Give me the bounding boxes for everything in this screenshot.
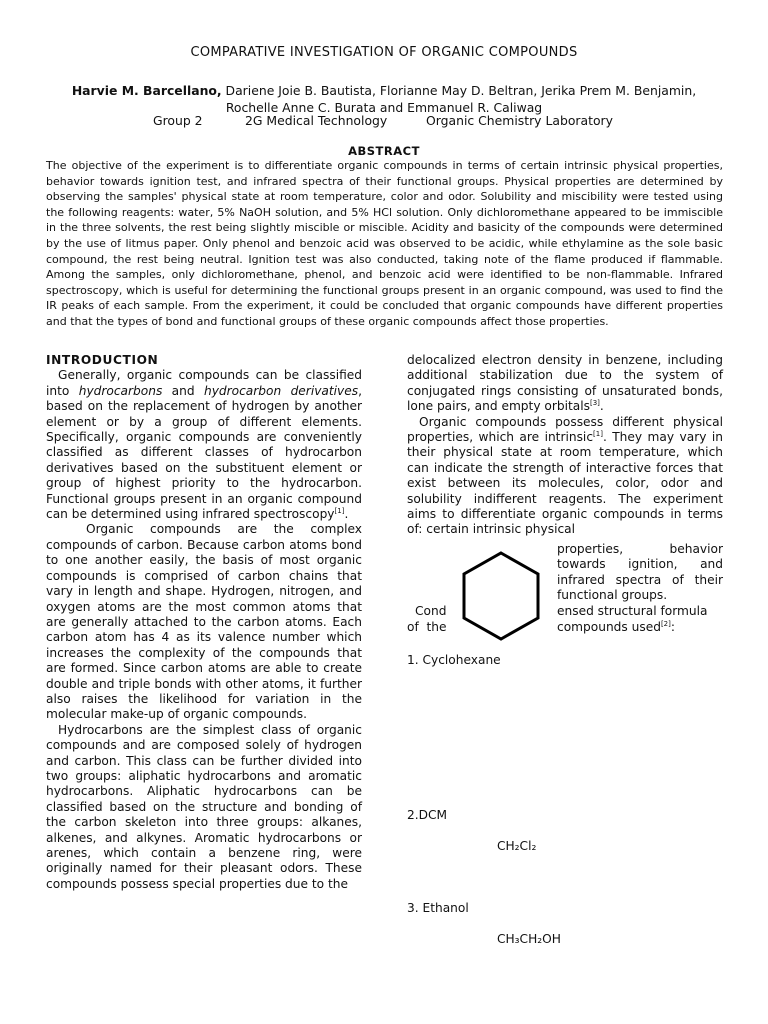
introduction-heading: INTRODUCTION bbox=[46, 353, 159, 367]
program-label: 2G Medical Technology bbox=[245, 113, 388, 128]
abstract-heading: ABSTRACT bbox=[348, 144, 420, 158]
abstract-text: The objective of the experiment is to differentiate organic compounds in terms of certain intrinsic physical properties, behavior towards ignition test, and infrared spectra of their functional groups. Physical properties are determined by observing the samples' physical state at room temperature, color and odor. Solubility and miscibility were tested using the following reagents: water, 5% NaOH solution, and 5% HCl solution. Only dichloromethane appeared to be immiscible in the three solvents, the rest being slightly miscible or miscible. Acidity and basicity of the compounds were determined by the use of litmus paper. Only phenol and benzoic acid was observed to be acidic, while ethylamine as the sole basic compound, the rest being neutral. Ignition test was also conducted, taking note of the flame produced if flammable. Among the samples, only dichloromethane, phenol, and benzoic acid were identified to be non-flammable. Infrared spectroscopy, which is useful for determining the functional groups present in an organic compound, was used to find the IR peaks of each sample. From the experiment, it could be concluded that organic compounds have different properties and that the types of bond and functional groups of these organic compounds affect those properties. bbox=[46, 159, 723, 328]
intro-paragraph-1: Generally, organic compounds can be classified into hydrocarbons and hydrocarbon derivatives, based on the replacement of hydrogen by another element or by a group of different elements. Specifically, organic compounds are conveniently classified as different classes of hydrocarbon derivatives based on the substituent element or group of highest priority to the hydrocarbon. Functional groups present in an organic compound can be determined using infrared spectroscopy[1]. bbox=[46, 368, 362, 522]
condensed-word-end: ensed structural formula bbox=[557, 604, 708, 618]
compound-item-ethanol: 3. Ethanol bbox=[407, 901, 469, 915]
right-column bbox=[407, 353, 723, 538]
lead-author: Harvie M. Barcellano, bbox=[71, 83, 222, 98]
paper-title: COMPARATIVE INVESTIGATION OF ORGANIC COMPOUNDS bbox=[190, 45, 578, 60]
right-paragraph-1: delocalized electron density in benzene, including additional stabilization due to the system of conjugated rings consisting of unsaturated bonds, lone pairs, and empty orbitals[3]. bbox=[407, 353, 723, 414]
condensed-word-start: Cond bbox=[415, 604, 447, 618]
co-authors-line1: Dariene Joie B. Bautista, Florianne May D. Beltran, Jerika Prem M. Benjamin, bbox=[221, 83, 697, 98]
author-list bbox=[40, 82, 728, 116]
lab-label: Organic Chemistry Laboratory bbox=[426, 113, 613, 128]
group-label: Group 2 bbox=[153, 113, 203, 128]
compound-item-cyclohexane: 1. Cyclohexane bbox=[407, 653, 501, 667]
left-column bbox=[46, 353, 362, 892]
dcm-formula: CH₂Cl₂ bbox=[497, 839, 537, 853]
citation-ref: [1] bbox=[593, 429, 603, 438]
citation-ref: [2] bbox=[660, 619, 671, 628]
citation-ref: [3] bbox=[590, 399, 600, 408]
of-the-text: of the bbox=[407, 620, 447, 634]
right-paragraph-2: Organic compounds possess different physical properties, which are intrinsic[1]. They may vary in their physical state at room temperature, which can indicate the strength of interactive forces that exist between its molecules, color, odor and solubility indifferent reagents. The experiment aims to differentiate organic compounds in terms of: certain intrinsic physical bbox=[407, 414, 723, 537]
intro-paragraph-2: Organic compounds are the complex compounds of carbon. Because carbon atoms bond to one another easily, the basis of most organic compounds is comprised of carbon chains that vary in length and shape. Hydrogen, nitrogen, and oxygen atoms are the most common atoms that are generally attached to the carbon atoms. Each carbon atom has 4 as its valence number which increases the complexity of the compounds that are formed. Since carbon atoms are able to create double and triple bonds with other atoms, it further also raises the likelihood for variation in the molecular make-up of organic compounds. bbox=[46, 522, 362, 722]
intro-paragraph-3: Hydrocarbons are the simplest class of organic compounds and are composed solely of hydrogen and carbon. This class can be further divided into two groups: aliphatic hydrocarbons and aromatic hydrocarbons. Aliphatic hydrocarbons can be classified based on the structure and bonding of the carbon skeleton into three groups: alkanes, alkenes, and alkynes. Aromatic hydrocarbons or arenes, which contain a benzene ring, were originally named for their pleasant odors. These compounds possess special properties due to the bbox=[46, 722, 362, 891]
citation-ref: [1] bbox=[334, 507, 345, 515]
cyclohexane-structure-icon bbox=[461, 550, 541, 642]
co-authors-line2: Rochelle Anne C. Burata and Emmanuel R. Caliwag bbox=[225, 100, 543, 115]
ethanol-formula: CH₃CH₂OH bbox=[497, 932, 561, 946]
compound-item-dcm: 2.DCM bbox=[407, 808, 448, 822]
wrapped-aim-text: properties, behavior towards ignition, and infrared spectra of their functional groups. bbox=[557, 542, 723, 603]
compounds-used-text: compounds used[2]: bbox=[557, 619, 675, 634]
